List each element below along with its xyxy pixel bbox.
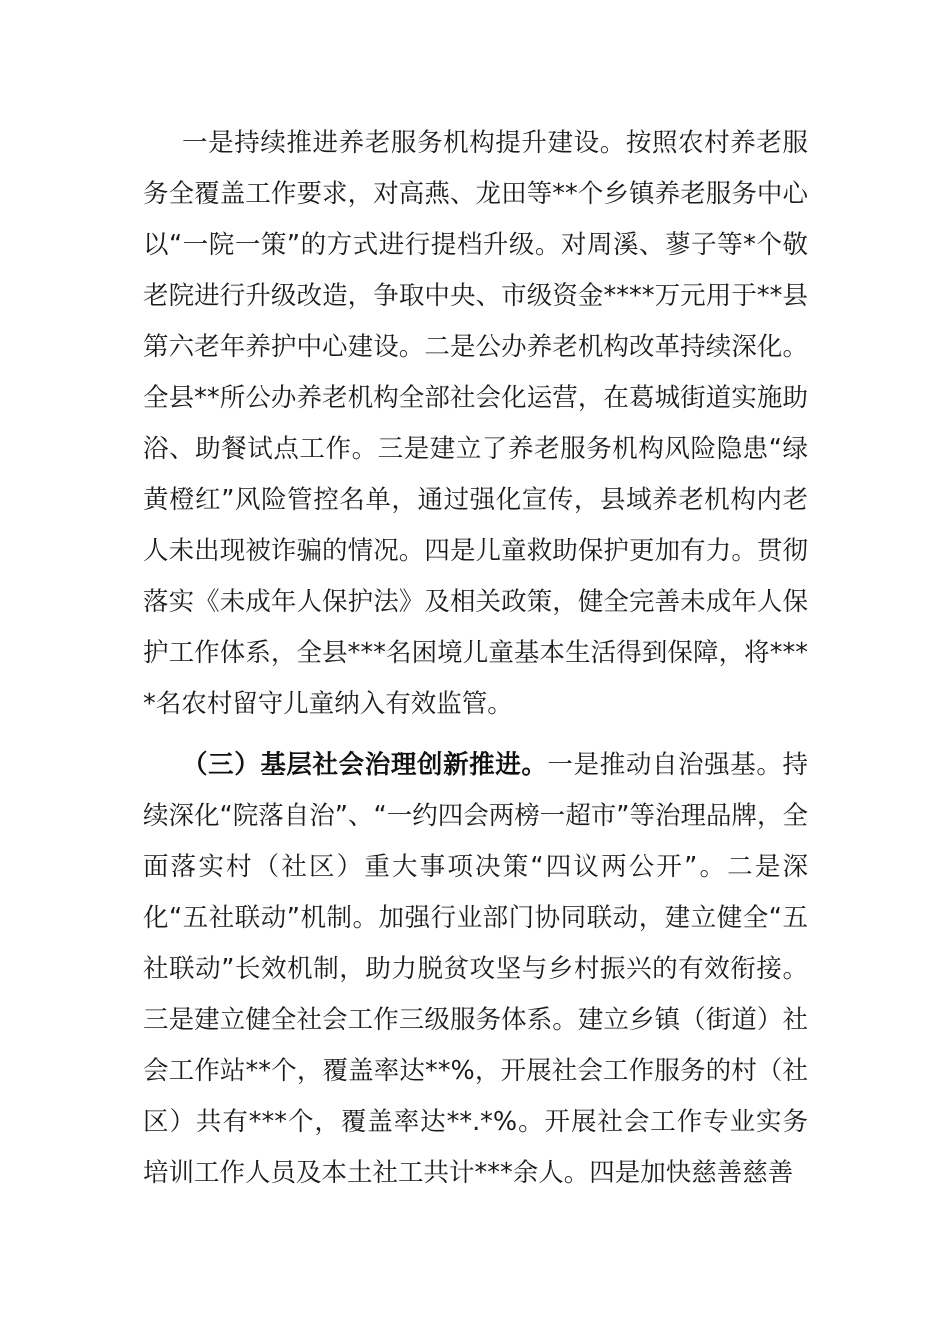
section-body-text: 一是推动自治强基。持续深化“院落自治”、“一约四会两榜一超市”等治理品牌，全面落实村（社区）重大事项决策“四议两公开”。二是深化“五社联动”机制。加强行业部门协同联动，建立健全“五社联动”长效机制，助力脱贫攻坚与乡村振兴的有效衔接。三是建立健全社会工作三级服务体系。建立乡镇（街道）社会工作站**个，覆盖率达**%，开展社会工作服务的村（社区）共有***个，覆盖率达**.*%。开展社会工作专业实务培训工作人员及本土社工共计***余人。四是加快慈善慈善 xyxy=(143,750,808,1188)
paragraph-elderly-care: 一是持续推进养老服务机构提升建设。按照农村养老服务全覆盖工作要求，对高燕、龙田等**个乡镇养老服务中心以“一院一策”的方式进行提档升级。对周溪、蓼子等*个敬老院进行升级改造，争取中央、市级资金****万元用于**县第六老年养护中心建设。二是公办养老机构改革持续深化。全县**所公办养老机构全部社会化运营，在葛城街道实施助浴、助餐试点工作。三是建立了养老服务机构风险隐患“绿黄橙红”风险管控名单，通过强化宣传，县域养老机构内老人未出现被诈骗的情况。四是儿童救助保护更加有力。贯彻落实《未成年人保护法》及相关政策，健全完善未成年人保护工作体系，全县***名困境儿童基本生活得到保障，将****名农村留守儿童纳入有效监管。 xyxy=(143,128,808,719)
section-heading: （三）基层社会治理创新推进。 xyxy=(182,750,548,780)
paragraph-social-governance xyxy=(143,740,808,1199)
document-body xyxy=(143,118,808,1199)
